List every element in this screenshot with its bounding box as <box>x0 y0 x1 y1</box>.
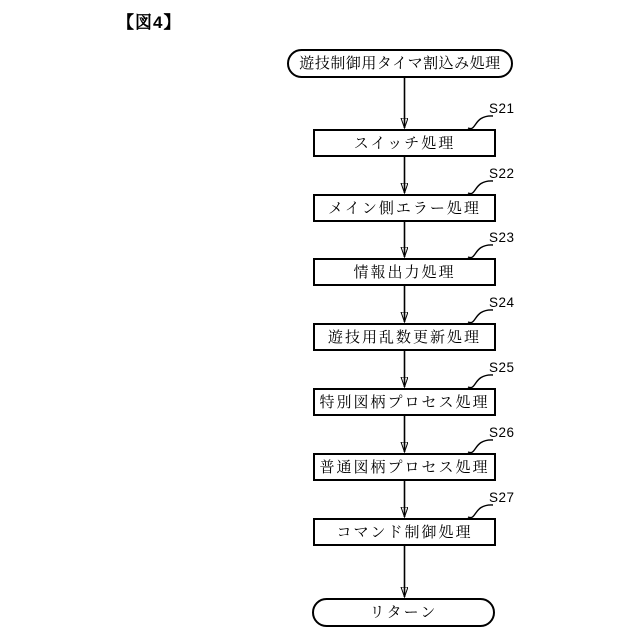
step-id-s27: S27 <box>489 490 515 505</box>
step-id-s25: S25 <box>489 360 515 375</box>
process-box-s22-label: メイン側エラー処理 <box>328 199 481 217</box>
start-terminator-label: 遊技制御用タイマ割込み処理 <box>299 55 501 72</box>
start-terminator <box>287 49 513 78</box>
end-terminator <box>312 598 495 627</box>
leader-squiggle-s27 <box>468 505 493 518</box>
leader-squiggle-s23 <box>468 245 493 258</box>
figure-title: 【図4】 <box>117 13 182 32</box>
leader-squiggle-s22 <box>468 181 493 194</box>
process-box-s26-label: 普通図柄プロセス処理 <box>319 458 490 476</box>
step-id-s21: S21 <box>489 101 515 116</box>
process-box-s24-label: 遊技用乱数更新処理 <box>327 328 481 346</box>
process-box-s21 <box>313 129 496 157</box>
step-id-s23: S23 <box>489 230 515 245</box>
leader-squiggle-s21 <box>468 116 493 129</box>
process-box-s27 <box>313 518 496 546</box>
process-box-s21-label: スイッチ処理 <box>353 134 456 152</box>
leader-squiggle-s26 <box>468 440 493 453</box>
process-box-s24 <box>313 323 496 351</box>
end-terminator-label: リターン <box>369 604 438 621</box>
step-id-s22: S22 <box>489 166 515 181</box>
process-box-s27-label: コマンド制御処理 <box>336 523 473 541</box>
process-box-s25-label: 特別図柄プロセス処理 <box>319 393 490 411</box>
step-id-s24: S24 <box>489 295 515 310</box>
process-box-s26 <box>313 453 496 481</box>
step-id-s26: S26 <box>489 425 515 440</box>
process-box-s25 <box>313 388 496 416</box>
process-box-s23 <box>313 258 496 286</box>
leader-squiggle-s24 <box>468 310 493 323</box>
process-box-s22 <box>313 194 496 222</box>
leader-squiggle-s25 <box>468 375 493 388</box>
process-box-s23-label: 情報出力処理 <box>353 263 456 281</box>
